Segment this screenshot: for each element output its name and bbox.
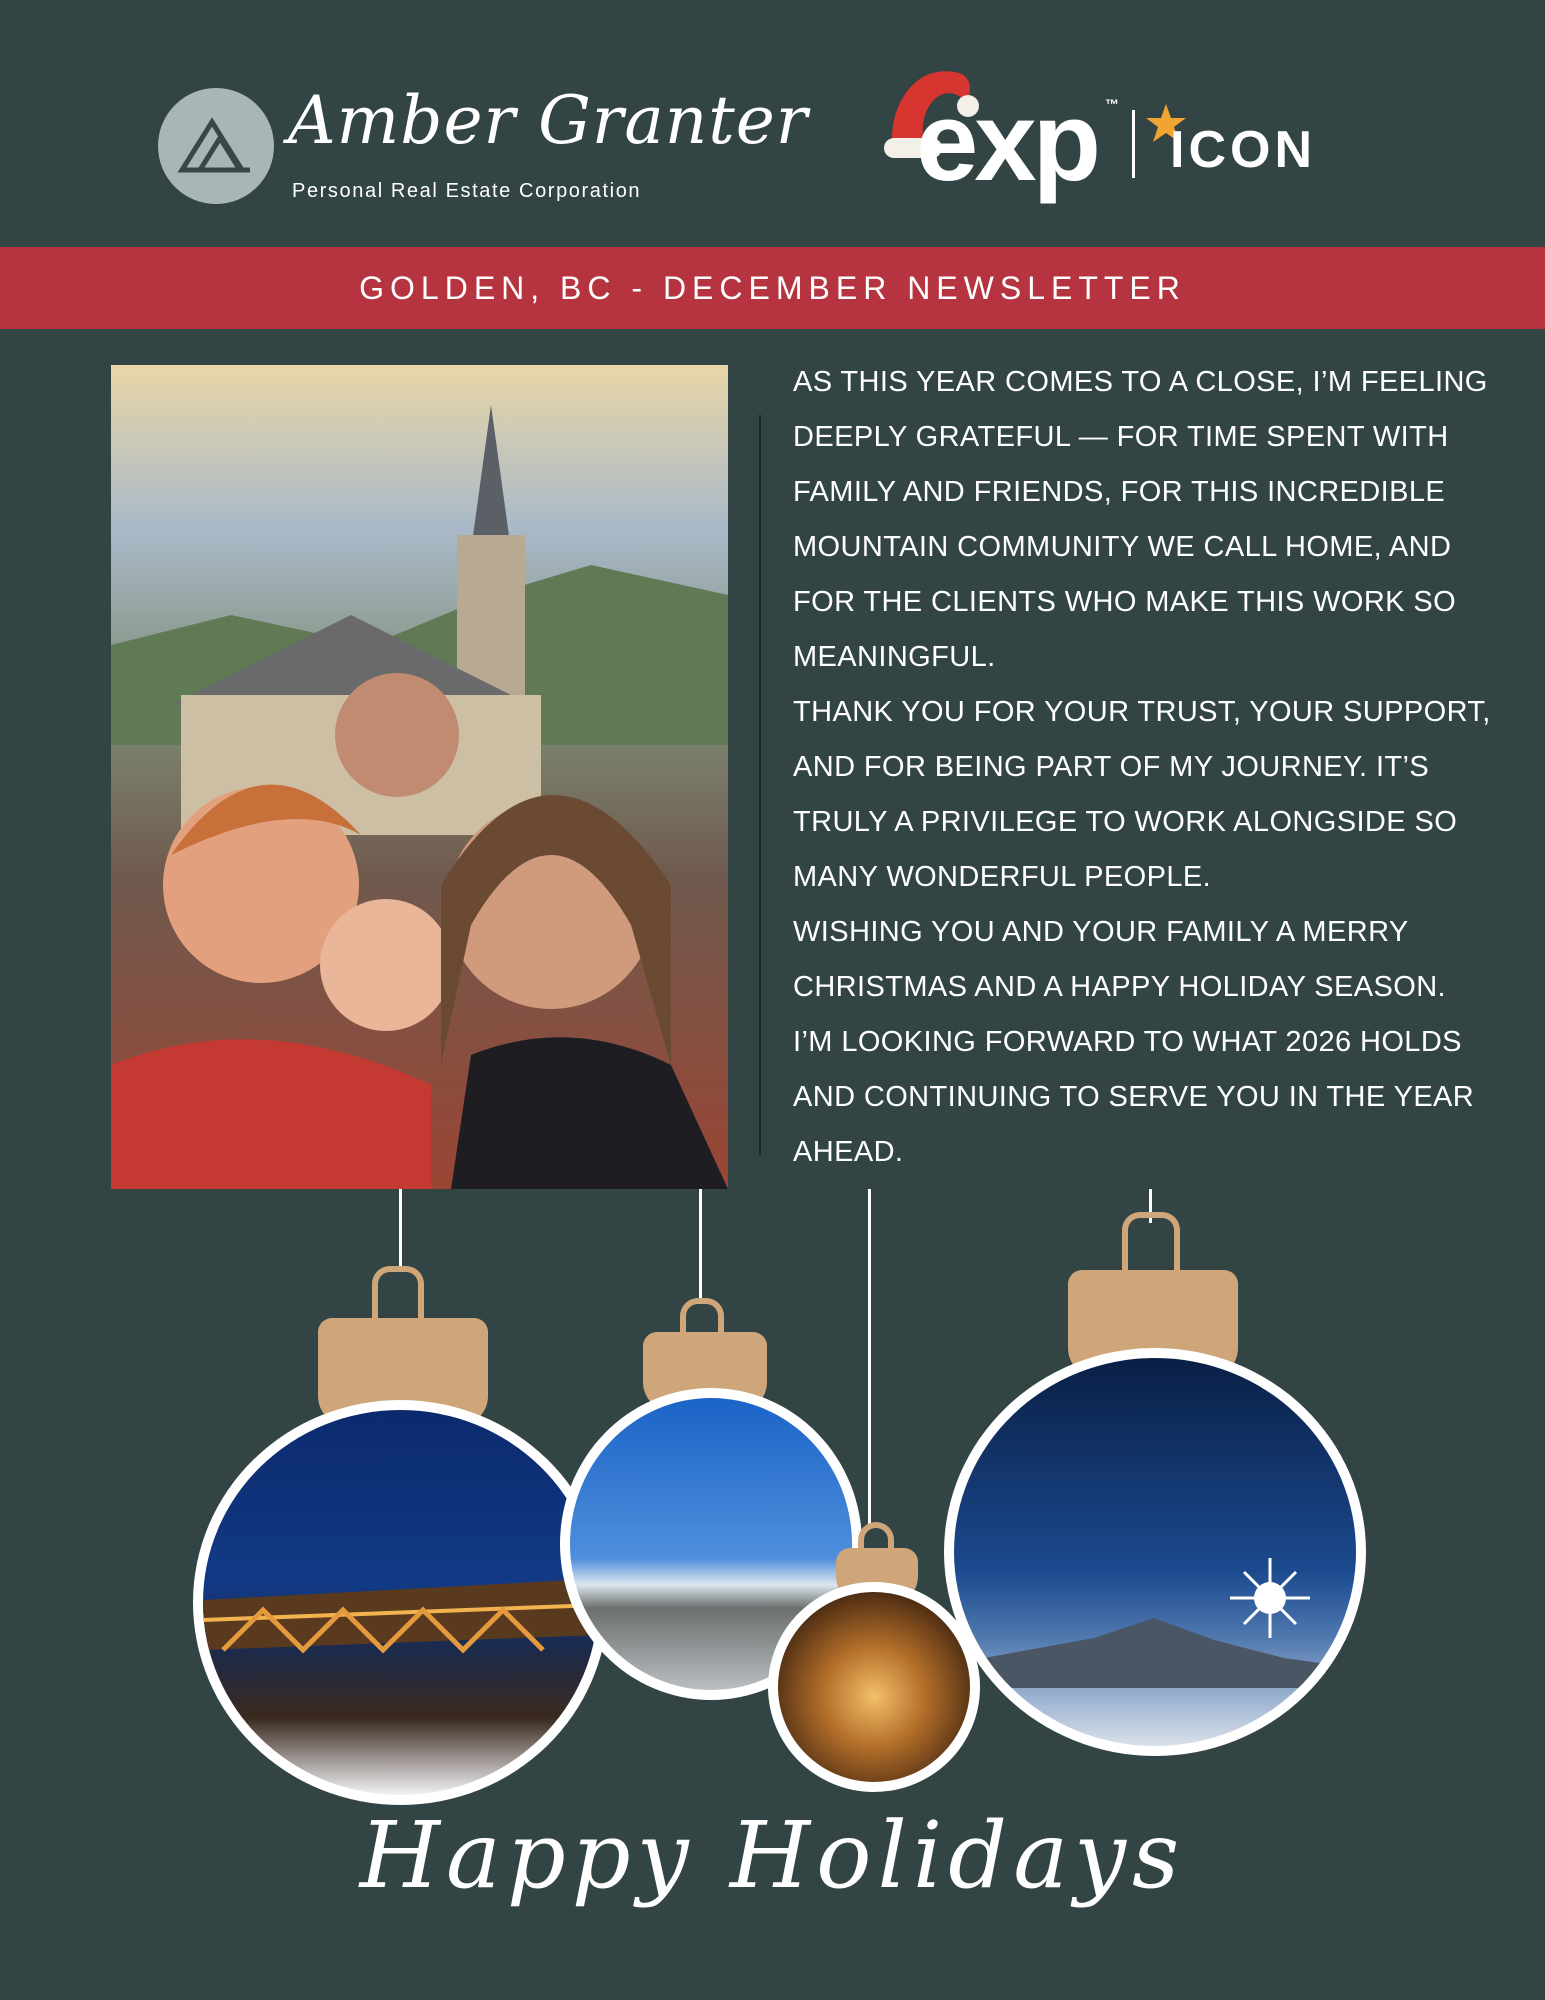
brand-subtitle: Personal Real Estate Corporation [292, 180, 642, 202]
ornament-loop [372, 1266, 424, 1320]
ornament-string [399, 1189, 402, 1269]
brand-name: Amber Granter [288, 82, 809, 159]
family-photo [111, 365, 728, 1189]
happy-holidays-greeting: Happy Holidays [359, 1802, 1186, 1909]
ornament-covered-bridge [193, 1400, 608, 1805]
message-paragraph: THANK YOU FOR YOUR TRUST, YOUR SUPPORT, AND FOR BEING PART OF MY JOURNEY. IT’S TRULY A PRIVILEGE TO WORK ALONGSIDE SO MANY WONDERFUL PEOPLE. [793, 696, 1491, 893]
newsletter-banner [0, 247, 1545, 329]
ornament-winter-sun [944, 1348, 1366, 1756]
brand-logo-mark [158, 88, 274, 204]
exp-logo-text: exp [916, 79, 1097, 204]
ornament-string [868, 1189, 871, 1525]
exp-trademark: ™ [1105, 96, 1119, 112]
icon-logo-text: ICON [1170, 121, 1316, 179]
exp-icon-logo [870, 52, 1340, 212]
banner-title: GOLDEN, BC - DECEMBER NEWSLETTER [359, 270, 1186, 306]
message-divider [759, 415, 761, 1155]
holiday-message [793, 355, 1493, 1180]
ornament-loop [1122, 1212, 1180, 1276]
ornament-bridge-interior [768, 1582, 980, 1792]
ornament-string [699, 1189, 702, 1301]
logo-divider [1132, 110, 1135, 178]
message-paragraph: I’M LOOKING FORWARD TO WHAT 2026 HOLDS AND CONTINUING TO SERVE YOU IN THE YEAR AHEAD. [793, 1026, 1475, 1168]
mountain-icon [158, 88, 274, 204]
message-paragraph: WISHING YOU AND YOUR FAMILY A MERRY CHRISTMAS AND A HAPPY HOLIDAY SEASON. [793, 916, 1446, 1003]
message-paragraph: AS THIS YEAR COMES TO A CLOSE, I’M FEELING DEEPLY GRATEFUL — FOR TIME SPENT WITH FAMILY AND FRIENDS, FOR THIS INCREDIBLE MOUNTAIN COMMUNITY WE CALL HOME, AND FOR THE CLIENTS WHO MAKE THIS WORK SO MEANINGFUL. [793, 366, 1488, 673]
